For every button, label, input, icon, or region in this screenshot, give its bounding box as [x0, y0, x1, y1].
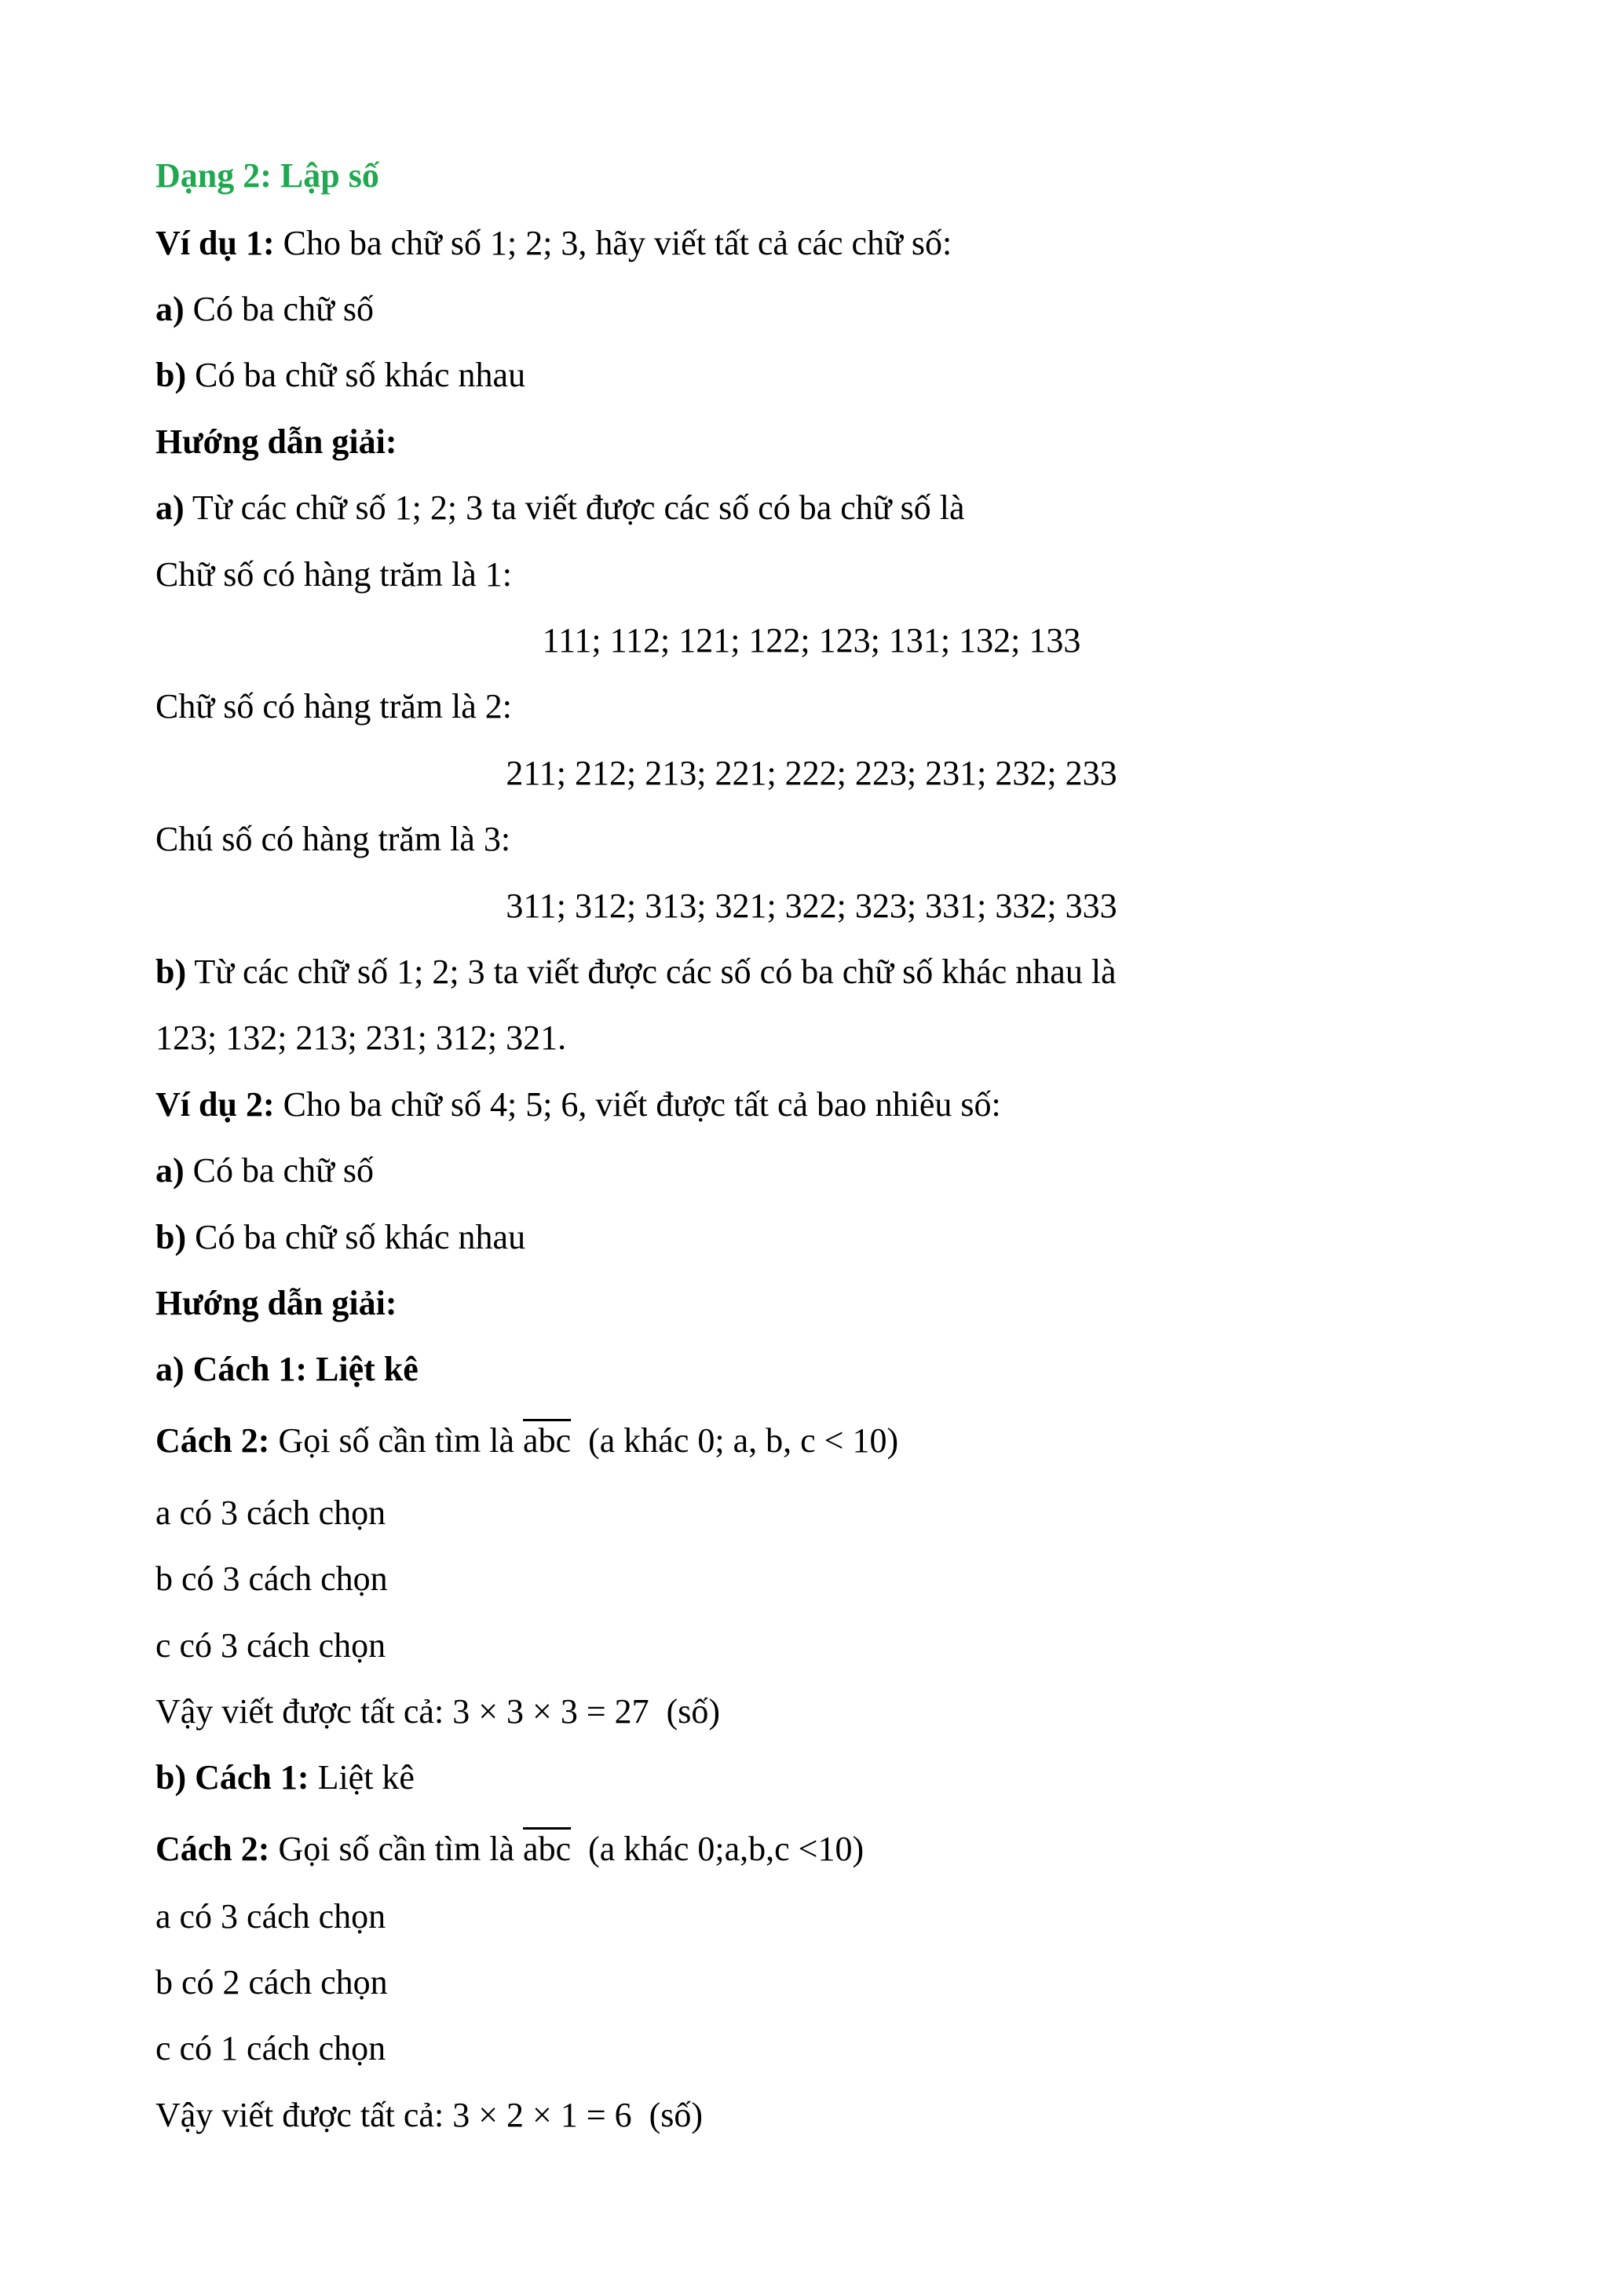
result-a-math: 3 × 3 × 3 = 27 [452, 1692, 649, 1731]
example-1-part-b [155, 352, 525, 399]
abc-overline-number: $\overline{abc}$ [523, 1830, 572, 1868]
result-b-text: Vậy viết được tất cả: [155, 2096, 453, 2134]
part-a-label: a) [155, 1151, 185, 1190]
method-a2-condition: (a khác 0; a, b, c < 10) [588, 1421, 899, 1460]
result-b-unit: (số) [649, 2096, 704, 2134]
method-a1 [155, 1346, 419, 1393]
part-b-label: b) [155, 1218, 187, 1256]
choice-a-line: a có 3 cách chọn [155, 1493, 386, 1532]
result-a-unit: (số) [666, 1692, 721, 1731]
choice-b-line-2: b có 2 cách chọn [155, 1963, 388, 2002]
guide-label: Hướng dẫn giải: [155, 1284, 397, 1322]
part-b-text: Có ba chữ số khác nhau [186, 356, 526, 394]
example-2-part-a [155, 1147, 374, 1194]
example-1-label: Ví dụ 1: [155, 224, 275, 262]
part-a-label: a) [155, 290, 185, 328]
section-heading: Dạng 2: Lập số [155, 156, 379, 195]
part-b-label: b) [155, 356, 187, 394]
method-b2-condition: (a khác 0;a,b,c <10) [588, 1830, 865, 1868]
example-2-part-b [155, 1214, 525, 1261]
example-2-statement [155, 1081, 1001, 1128]
example-1-solution-b [155, 949, 1117, 996]
abc-overline-number: $\overline{abc}$ [523, 1421, 572, 1460]
method-b2 [155, 1826, 864, 1873]
solution-a-text: Từ các chữ số 1; 2; 3 ta viết được các số có ba chữ số là [184, 488, 965, 527]
method-b1-label: b) Cách 1: [155, 1758, 309, 1797]
example-2-label: Ví dụ 2: [155, 1085, 275, 1124]
method-a2 [155, 1417, 898, 1464]
choice-c-line-2: c có 1 cách chọn [155, 2029, 386, 2067]
method-b1-text: Liệt kê [309, 1758, 415, 1797]
method-b2-label: Cách 2: [155, 1830, 270, 1868]
solution-b-text: Từ các chữ số 1; 2; 3 ta viết được các số có ba chữ số khác nhau là [186, 952, 1117, 991]
example-1-solution-a [155, 484, 965, 532]
method-a2-label: Cách 2: [155, 1421, 270, 1460]
example-1-statement [155, 220, 952, 267]
part-b-text: Có ba chữ số khác nhau [186, 1218, 526, 1256]
choice-b-line: b có 3 cách chọn [155, 1559, 388, 1598]
hundreds-3-heading: Chú số có hàng trăm là 3: [155, 820, 511, 858]
solution-b-list: 123; 132; 213; 231; 312; 321. [155, 1018, 567, 1057]
method-a1-label: a) Cách 1: Liệt kê [155, 1350, 419, 1388]
part-a-text: Có ba chữ số [184, 1151, 375, 1190]
part-a-text: Có ba chữ số [184, 290, 375, 328]
hundreds-1-list: 111; 112; 121; 122; 123; 131; 132; 133 [542, 621, 1081, 660]
solution-a-label: a) [155, 488, 185, 527]
method-b1 [155, 1754, 415, 1801]
example-1-part-a [155, 286, 374, 333]
example-2-text: Cho ba chữ số 4; 5; 6, viết được tất cả bao nhiêu số: [274, 1085, 1001, 1124]
example-1-guide-heading [155, 419, 397, 466]
solution-b-label: b) [155, 952, 187, 991]
hundreds-2-heading: Chữ số có hàng trăm là 2: [155, 687, 512, 726]
result-b-math: 3 × 2 × 1 = 6 [452, 2096, 632, 2134]
hundreds-1-heading: Chữ số có hàng trăm là 1: [155, 555, 512, 594]
result-b-line [155, 2092, 703, 2139]
guide-label: Hướng dẫn giải: [155, 422, 397, 461]
example-1-text: Cho ba chữ số 1; 2; 3, hãy viết tất cả các chữ số: [274, 224, 952, 262]
method-b2-text: Gọi số cần tìm là [269, 1830, 524, 1868]
result-a-line [155, 1688, 720, 1735]
hundreds-3-list: 311; 312; 313; 321; 322; 323; 331; 332; 333 [506, 887, 1117, 925]
example-2-guide-heading [155, 1280, 397, 1327]
hundreds-2-list: 211; 212; 213; 221; 222; 223; 231; 232; 233 [506, 754, 1117, 792]
choice-c-line: c có 3 cách chọn [155, 1626, 386, 1665]
result-a-text: Vậy viết được tất cả: [155, 1692, 453, 1731]
method-a2-text: Gọi số cần tìm là [269, 1421, 524, 1460]
choice-a-line-2: a có 3 cách chọn [155, 1897, 386, 1936]
